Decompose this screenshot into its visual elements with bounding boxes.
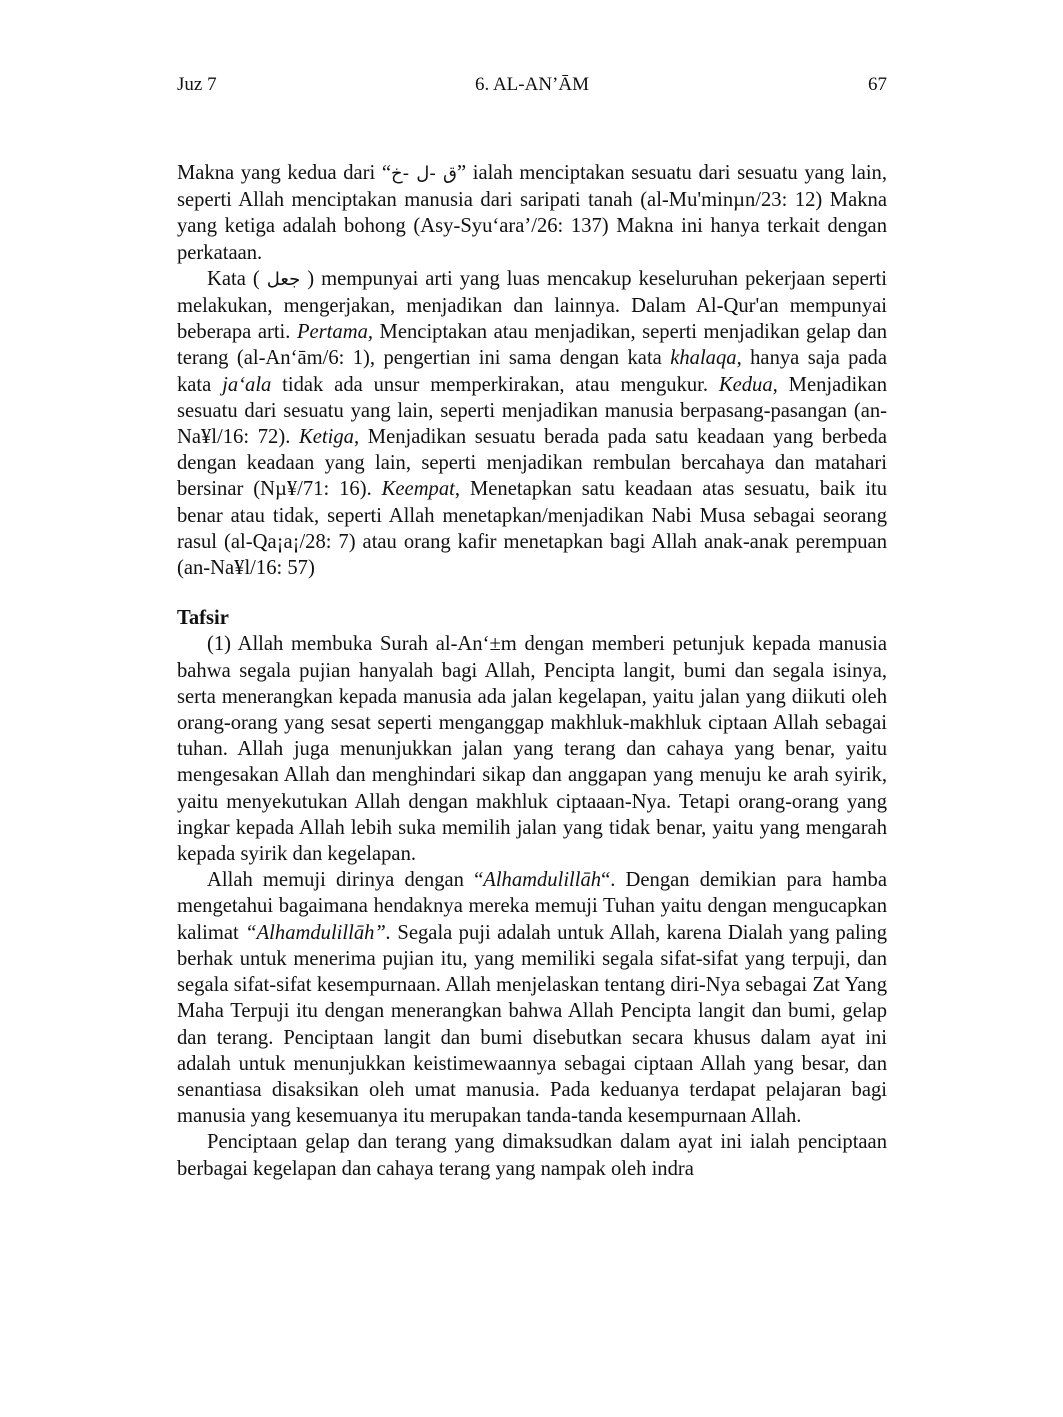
text-run: Kata ( — [207, 267, 267, 290]
surah-title: 6. AL-AN’ĀM — [475, 74, 589, 95]
juz-label: Juz 7 — [177, 74, 217, 95]
italic-term: khalaqa — [670, 347, 737, 370]
text-run: Allah memuji dirinya dengan “ — [207, 869, 484, 892]
arabic-word: جعل — [266, 268, 301, 290]
text-run: Makna yang kedua dari “ — [177, 162, 391, 184]
arabic-root: ق -ل -خ — [391, 163, 458, 184]
italic-term: Kedua, — [718, 373, 778, 396]
text-run: Segala puji adalah untuk Allah, karena Dialah yang paling berhak untuk menerima pujian itu, yang memiliki segala sifat-sifat yang terpuji, dan segala sifat-sifat kesempurnaan. Allah menjelaskan tentang diri-Nya sebagai Zat Yang Maha Terpuji itu dengan menerangkan bahwa Allah Pencipta langit dan bumi, gelap dan terang. Penciptaan langit dan bumi disebutkan secara khusus dalam ayat ini adalah untuk menunjukkan keistimewaannya sebagai ciptaan Allah yang besar, dan senantiasa disaksikan oleh umat manusia. Pada keduanya terdapat pelajaran bagi manusia yang kesemuanya itu merupakan tanda-tanda kesempurnaan Allah. — [177, 921, 887, 1128]
text-run: ” ialah menciptakan sesuatu dari sesuatu yang lain, seperti Allah menciptakan manusia dari saripati tanah (al-Mu'minµn/23: 12) Makna yang ketiga adalah bohong (Asy-Syu‘ara’/26: 137) Makna ini hanya terkait dengan perkataan. — [177, 162, 888, 264]
text-run: , Menjadikan sesuatu berada pada satu keadaan yang berbeda dengan keadaan yang lain, seperti menjadikan rembulan bercahaya dan matahari bersinar (Nµ¥/71: 16). — [177, 426, 887, 501]
italic-term: Pertama, — [296, 321, 374, 344]
page-number: 67 — [868, 74, 887, 95]
italic-term: ja‘ala — [222, 373, 272, 396]
text-run: “. Dengan demikian para hamba mengetahui bagaimana hendaknya mereka memuji Tuhan yaitu dengan mengucapkan kalimat — [177, 869, 887, 944]
paragraph-kata — [177, 266, 887, 581]
section-heading-tafsir: Tafsir — [177, 607, 229, 630]
text-run: , Menetapkan satu keadaan atas sesuatu, baik itu benar atau tidak, seperti Allah menetapkan/menjadikan Nabi Musa sebagai seorang rasul (al-Qa¡a¡/28: 7) atau orang kafir menetapkan bagi Allah anak-anak perempuan (an-Na¥l/16: 57) — [177, 478, 887, 580]
text-run: tidak ada unsur memperkirakan, atau mengukur. — [271, 373, 719, 396]
paragraph-makna — [177, 160, 887, 266]
text-run: , hanya saja pada kata — [177, 347, 887, 396]
paragraph-tafsir-1: (1) Allah membuka Surah al-An‘±m dengan memberi petunjuk kepada manusia bahwa segala pujian hanyalah bagi Allah, Pencipta langit, bumi dan segala isinya, serta menerangkan kepada manusia ada jalan kegelapan, yaitu jalan yang diikuti oleh orang-orang yang sesat seperti menganggap makhluk-makhluk ciptaan Allah sebagai tuhan. Allah juga menunjukkan jalan yang terang dan cahaya yang benar, yaitu mengesakan Allah dan menghindari sikap dan anggapan yang menuju ke arah syirik, yaitu menyekutukan Allah dengan makhluk ciptaaan-Nya. Tetapi orang-orang yang ingkar kepada Allah lebih suka memilih jalan yang tidak benar, yaitu yang mengarah kepada syirik dan kegelapan. — [177, 633, 887, 866]
text-run: Menciptakan atau menjadikan, seperti menjadikan gelap dan terang (al-An‘ām/6: 1), pengertian ini sama dengan kata — [177, 321, 887, 370]
italic-term: “Alhamdulillāh”. — [245, 921, 392, 944]
page-header — [177, 74, 887, 104]
paragraph-penciptaan: Penciptaan gelap dan terang yang dimaksudkan dalam ayat ini ialah penciptaan berbagai kegelapan dan cahaya terang yang nampak oleh indra — [177, 1131, 887, 1180]
text-run: ) mempunyai arti yang luas mencakup keseluruhan pekerjaan seperti melakukan, mengerjakan, menjadikan dan lainnya. Dalam Al-Qur'an mempunyai beberapa arti. — [177, 267, 888, 344]
italic-term: Ketiga — [299, 426, 354, 449]
page-body — [177, 160, 887, 1182]
italic-term: Keempat — [381, 478, 455, 501]
italic-term: Alhamdulillāh — [483, 869, 602, 892]
text-run: Menjadikan sesuatu dari sesuatu yang lain, seperti menjadikan manusia berpasang-pasangan (an-Na¥l/16: 72). — [177, 373, 887, 449]
paragraph-alhamdulillah — [177, 867, 887, 1129]
